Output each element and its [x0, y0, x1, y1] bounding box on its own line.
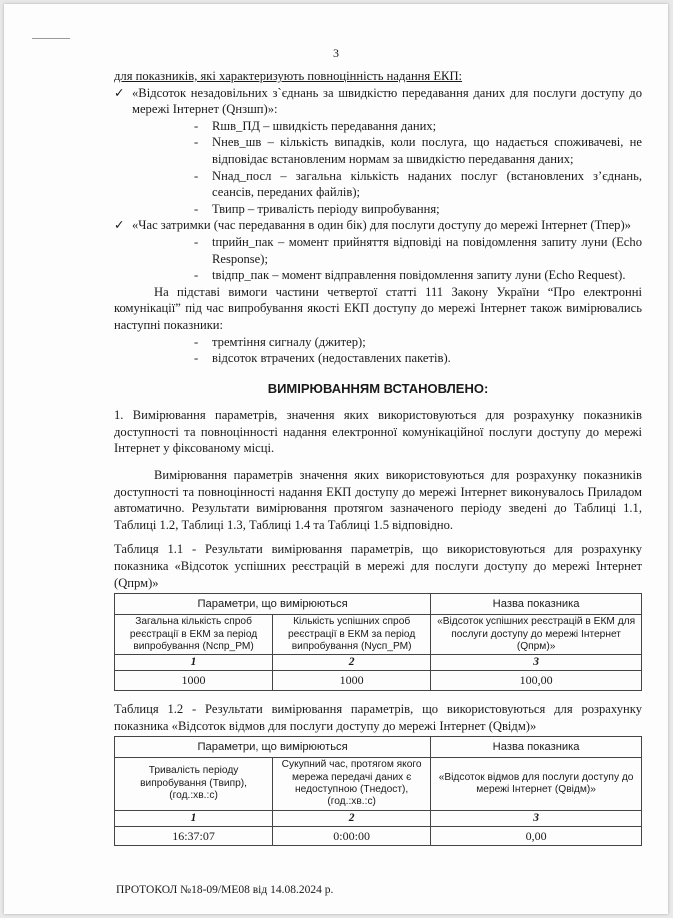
indicator-1 [114, 85, 642, 118]
page-number: 3 [333, 46, 339, 60]
intro-line: для показників, які характеризують повноцінність надання ЕКП: [114, 69, 463, 83]
table-1-caption: Таблиця 1.1 - Результати вимірювання параметрів, що використовуються для розрахунку показника «Відсоток успішних реєстрацій в мережі для послуги доступу до мережі Інтернет (Qпрм)» [114, 542, 642, 590]
list-item-text: Nнад_посл – загальна кількість наданих послуг (встановлених з’єднань, сеансів, переданих файлів); [212, 168, 642, 200]
table-cell: 100,00 [431, 671, 642, 691]
scan-mark [32, 38, 70, 39]
list-item [114, 168, 642, 201]
dash-marker: - [194, 118, 199, 133]
column-number: 3 [431, 655, 642, 671]
list-item [114, 234, 642, 267]
list-item [114, 118, 642, 135]
list-item [114, 134, 642, 167]
table-header-params: Параметри, що вимірюються [115, 737, 431, 758]
indicator-1-text: «Відсоток незадовільних з`єднань за швидкістю передавання даних для послуги доступу до мережі Інтернет (Qнзшп)»: [132, 85, 642, 117]
table-1 [114, 593, 642, 691]
section-1-title: 1. Вимірювання параметрів, значення яких використовуються для розрахунку показників доступності та повноцінності надання електронної комунікаційної послуги доступу до мережі Інтернет у фіксованому місці. [114, 408, 642, 456]
list-item-text: Rшв_ПД – швидкість передавання даних; [212, 118, 437, 133]
list-item-text: відсоток втрачених (недоставлених пакетів). [212, 351, 451, 366]
list-item-text: Nнев_шв – кількість випадків, коли послуга, що надається споживачеві, не відповідає встановленим нормам за швидкістю передавання даних; [212, 135, 642, 166]
auto-measurement-paragraph: Вимірювання параметрів значення яких використовуються для розрахунку показників доступності та повноцінності надання ЕКП доступу до мережі Інтернет виконувалось Приладом автоматично. Результати вимірювання протягом зазначеного періоду зведені до Таблиці 1.1, Таблиці 1.2, Таблиці 1.3, Таблиці 1.4 та Таблиці 1.5 відповідно. [114, 468, 642, 532]
list-item-text: Твипр – тривалість періоду випробування; [212, 201, 440, 216]
table-2 [114, 736, 642, 846]
table-header-params: Параметри, що вимірюються [115, 594, 431, 615]
dash-marker: - [194, 168, 199, 183]
section-heading: ВИМІРЮВАННЯМ ВСТАНОВЛЕНО: [267, 380, 489, 396]
table-header-name: Назва показника [431, 594, 642, 615]
dash-marker: - [194, 268, 199, 283]
table-column-header: «Відсоток успішних реєстрацій в ЕКМ для послуги доступу до мережі Інтернет (Qпрм)» [431, 615, 642, 655]
table-column-header: Загальна кількість спроб реєстрації в ЕКМ за період випробування (Nспр_РМ) [115, 615, 273, 655]
dash-marker: - [194, 135, 199, 150]
page-content [114, 68, 642, 846]
column-number: 1 [115, 810, 273, 826]
document-page [4, 4, 668, 914]
table-column-header: Сукупний час, протягом якого мережа передачі даних є недоступною (Тнедост), (год.:хв.:с) [273, 758, 431, 811]
table-cell: 16:37:07 [115, 826, 273, 846]
column-number: 3 [431, 810, 642, 826]
table-cell: 0,00 [431, 826, 642, 846]
column-number: 1 [115, 655, 273, 671]
protocol-footer: ПРОТОКОЛ №18-09/МЕ08 від 14.08.2024 р. [116, 884, 334, 896]
table-cell: 1000 [273, 671, 431, 691]
dash-marker: - [194, 234, 199, 249]
table-column-header: Тривалість періоду випробування (Твипр), (год.:хв.:с) [115, 758, 273, 811]
list-item-text: tвідпр_пак – момент відправлення повідомлення запиту луни (Echo Request). [212, 268, 626, 283]
list-item [114, 334, 642, 351]
table-header-name: Назва показника [431, 737, 642, 758]
indicator-2-text: «Час затримки (час передавання в один бік) для послуги доступу до мережі Інтернет (Тпер)» [132, 218, 631, 233]
table-2-caption: Таблиця 1.2 - Результати вимірювання параметрів, що використовуються для розрахунку показника «Відсоток відмов для послуги доступу до мережі Інтернет (Qвідм)» [114, 702, 642, 733]
law-paragraph: На підставі вимоги частини четвертої статті 111 Закону України “Про електронні комунікації” під час випробування якості ЕКП доступу до мережі Інтернет також вимірювались наступні показники: [114, 284, 642, 332]
table-cell: 0:00:00 [273, 826, 431, 846]
table-column-header: «Відсоток відмов для послуги доступу до мережі Інтернет (Qвідм)» [431, 758, 642, 811]
list-item-text: тремтіння сигналу (джитер); [212, 334, 366, 349]
check-icon: ✓ [114, 218, 125, 233]
list-item-text: tприйн_пак – момент прийняття відповіді на повідомлення запиту луни (Echo Response); [212, 234, 642, 266]
table-cell: 1000 [115, 671, 273, 691]
column-number: 2 [273, 655, 431, 671]
dash-marker: - [194, 351, 199, 366]
table-column-header: Кількість успішних спроб реєстрації в ЕКМ за період випробування (Nусп_РМ) [273, 615, 431, 655]
indicator-2 [114, 217, 642, 234]
column-number: 2 [273, 810, 431, 826]
dash-marker: - [194, 201, 199, 216]
list-item [114, 267, 642, 284]
list-item [114, 201, 642, 218]
dash-marker: - [194, 334, 199, 349]
check-icon: ✓ [114, 85, 125, 100]
list-item [114, 350, 642, 367]
